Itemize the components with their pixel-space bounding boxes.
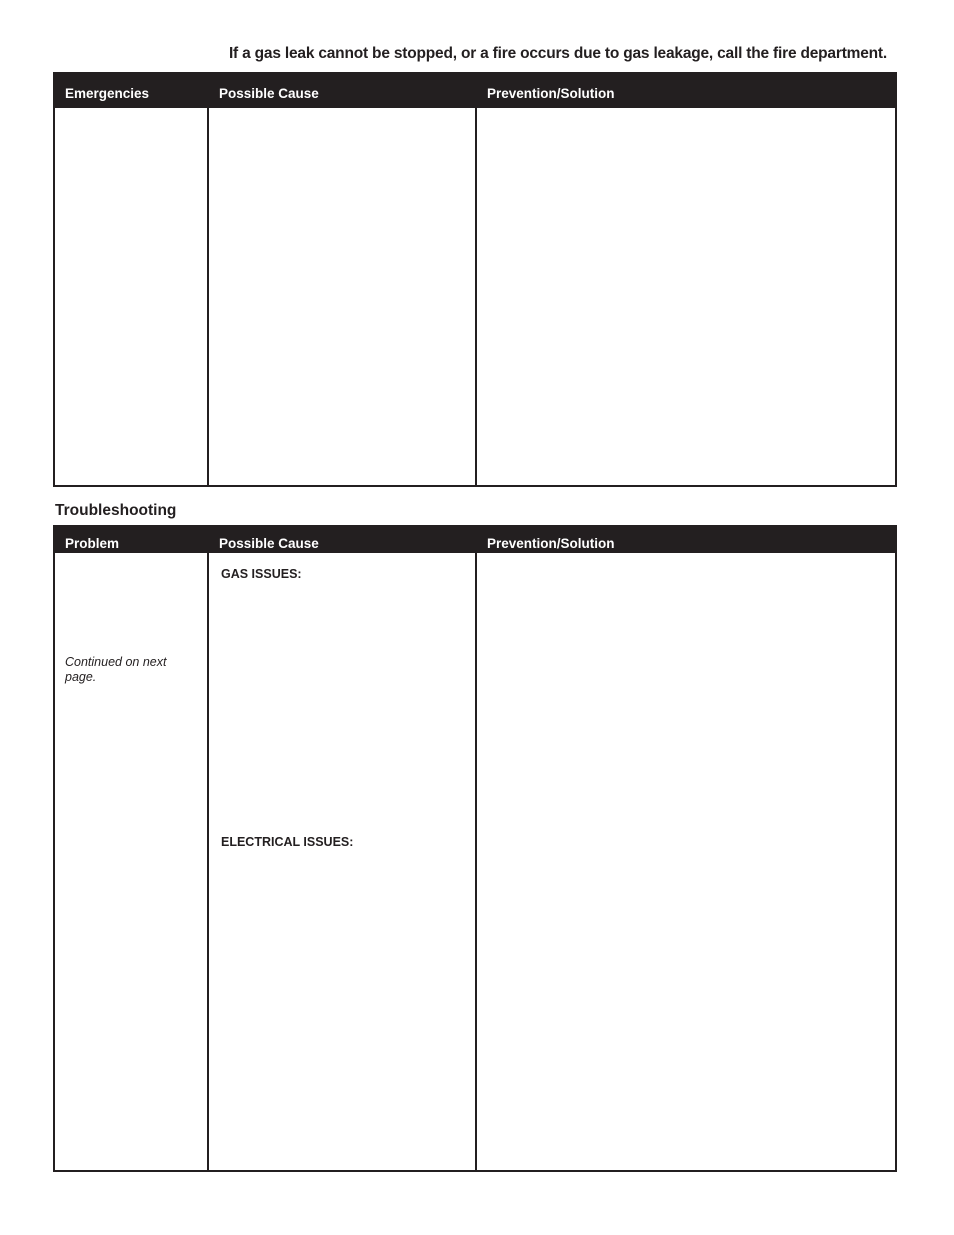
header-prevention-solution: Prevention/Solution <box>487 85 615 101</box>
column-divider <box>207 74 209 485</box>
header-prevention-solution: Prevention/Solution <box>487 535 615 551</box>
electrical-issues-label: ELECTRICAL ISSUES: <box>221 835 354 849</box>
column-divider <box>207 527 209 1170</box>
header-possible-cause: Possible Cause <box>219 535 319 551</box>
troubleshooting-table <box>53 525 897 1172</box>
emergencies-table <box>53 72 897 487</box>
header-emergencies: Emergencies <box>65 85 150 101</box>
troubleshooting-title: Troubleshooting <box>55 502 177 519</box>
gas-leak-warning: If a gas leak cannot be stopped, or a fire occurs due to gas leakage, call the fire department. <box>228 45 887 62</box>
gas-issues-label: GAS ISSUES: <box>221 567 302 581</box>
continued-note: Continued on next page. <box>65 655 167 684</box>
column-divider <box>475 74 477 485</box>
header-problem: Problem <box>65 535 120 551</box>
column-divider <box>475 527 477 1170</box>
header-possible-cause: Possible Cause <box>219 85 319 101</box>
